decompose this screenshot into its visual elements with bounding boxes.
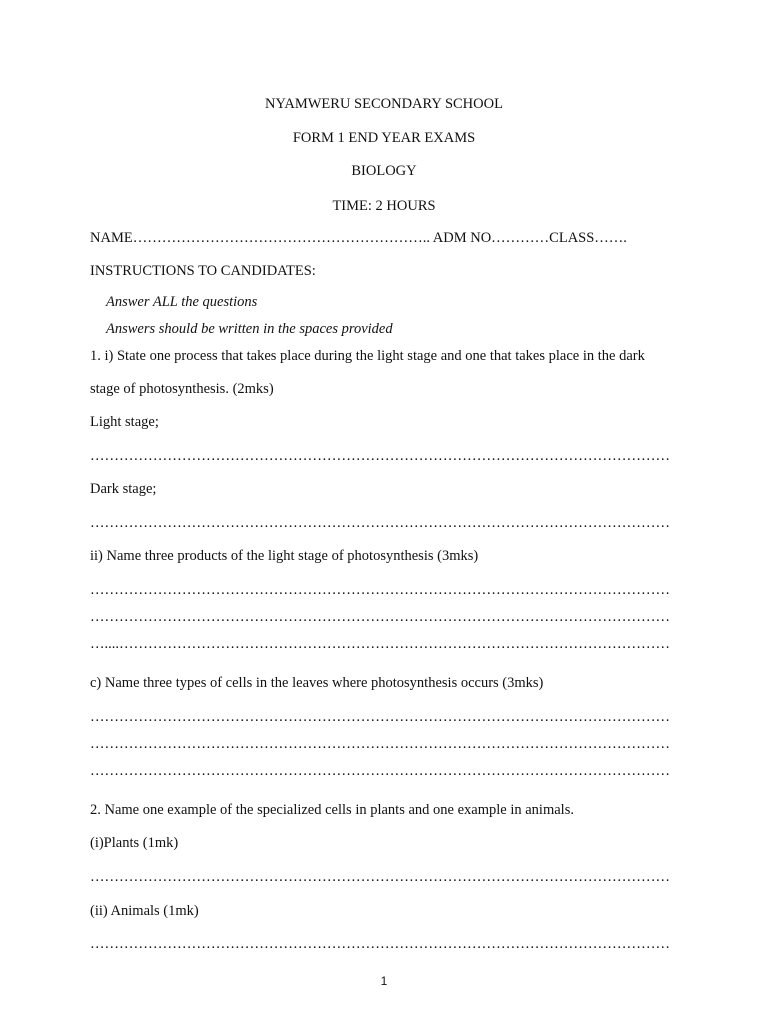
candidate-details-line: NAME…………………………………………………….. ADM NO…………CLASS……. <box>90 230 627 246</box>
answer-line: ………………………………………………………………………………………………………… <box>90 763 670 779</box>
question-text: stage of photosynthesis. (2mks) <box>90 381 274 397</box>
answer-line: ………………………………………………………………………………………………………… <box>90 869 670 885</box>
answer-line: ………………………………………………………………………………………………………… <box>90 448 670 464</box>
answer-line: ………………………………………………………………………………………………………… <box>90 515 670 531</box>
dark-stage-label: Dark stage; <box>90 481 157 497</box>
instruction-item: Answers should be written in the spaces provided <box>106 321 393 337</box>
answer-line: …....…………………………………………………………………………………………………… <box>90 636 670 652</box>
question-text: 2. Name one example of the specialized cells in plants and one example in animals. <box>90 802 574 818</box>
page-number: 1 <box>380 974 388 988</box>
subject-title: BIOLOGY <box>351 163 417 179</box>
answer-line: ………………………………………………………………………………………………………… <box>90 609 670 625</box>
instruction-item: Answer ALL the questions <box>106 294 258 310</box>
school-name: NYAMWERU SECONDARY SCHOOL <box>265 96 503 112</box>
answer-line: ………………………………………………………………………………………………………… <box>90 936 670 952</box>
light-stage-label: Light stage; <box>90 414 159 430</box>
time-allowed: TIME: 2 HOURS <box>332 198 436 214</box>
instructions-heading: INSTRUCTIONS TO CANDIDATES: <box>90 263 316 279</box>
question-text: c) Name three types of cells in the leaves where photosynthesis occurs (3mks) <box>90 675 544 691</box>
question-text: ii) Name three products of the light stage of photosynthesis (3mks) <box>90 548 479 564</box>
answer-line: ………………………………………………………………………………………………………… <box>90 736 670 752</box>
plants-label: (i)Plants (1mk) <box>90 835 179 851</box>
exam-title: FORM 1 END YEAR EXAMS <box>292 130 476 146</box>
animals-label: (ii) Animals (1mk) <box>90 903 199 919</box>
question-text: 1. i) State one process that takes place during the light stage and one that takes place in the dark <box>90 348 645 364</box>
answer-line: ………………………………………………………………………………………………………… <box>90 709 670 725</box>
answer-line: ………………………………………………………………………………………………………… <box>90 582 670 598</box>
